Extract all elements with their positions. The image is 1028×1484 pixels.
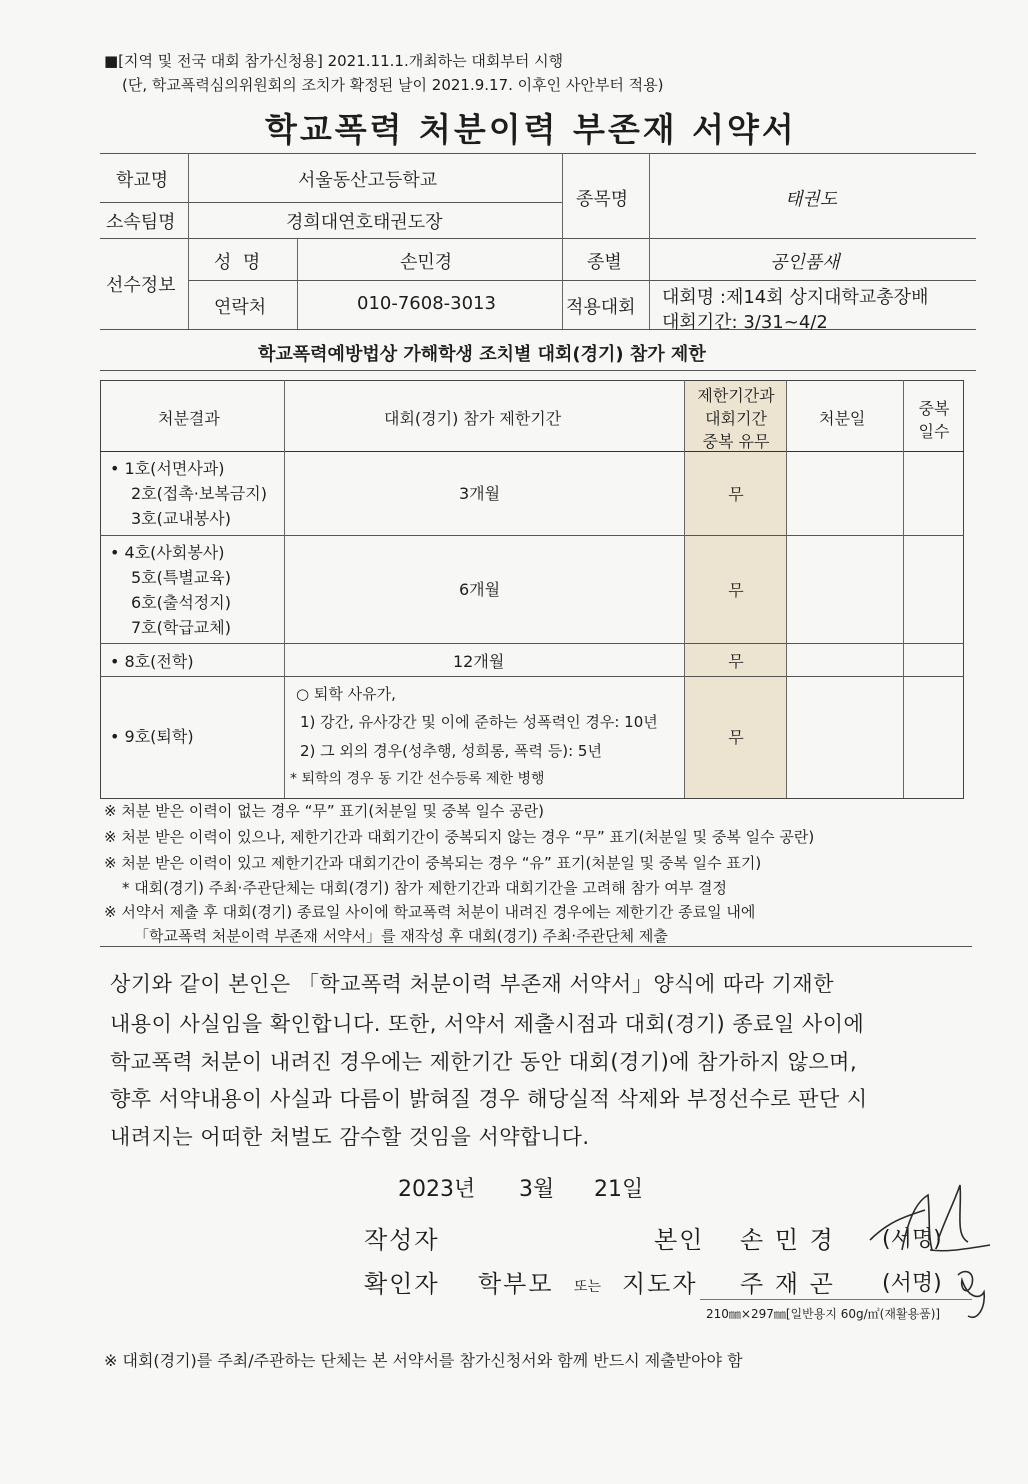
declaration-line-5: 내려지는 어떠한 처벌도 감수할 것임을 서약합니다.	[110, 1125, 590, 1149]
note-5: ※ 서약서 제출 후 대회(경기) 종료일 사이에 학교폭력 처분이 내려진 경우에는 제한기간 종료일 내에	[104, 903, 756, 921]
row2-result-4: 7호(학급교체)	[131, 618, 231, 637]
table-row-line-2	[100, 643, 964, 644]
row1-result-2: 2호(접촉·보복금지)	[131, 484, 267, 503]
team-value: 경희대연호태권도장	[286, 212, 443, 233]
competition-period: 대회기간: 3/31~4/2	[662, 312, 828, 333]
row4-result-1: • 9호(퇴학)	[110, 727, 194, 746]
row2-result-2: 5호(특별교육)	[131, 568, 231, 587]
date-year: 2023년	[398, 1177, 476, 1202]
type-label: 종별	[587, 252, 622, 273]
row3-period: 12개월	[453, 652, 505, 671]
writer-name: 손 민 경	[740, 1226, 835, 1254]
info-border-top	[100, 153, 976, 154]
name-value: 손민경	[400, 252, 453, 273]
table-row-line-1	[100, 535, 964, 536]
row4-period-line-1: ○ 퇴학 사유가,	[296, 685, 396, 703]
school-value: 서울동산고등학교	[298, 170, 438, 191]
team-label: 소속팀명	[106, 212, 176, 233]
info-vline-1	[188, 153, 189, 329]
confirmer-sign-label: (서명)	[882, 1271, 942, 1296]
event-label: 종목명	[576, 189, 629, 210]
signature-underline	[700, 1299, 972, 1300]
document-title: 학교폭력 처분이력 부존재 서약서	[265, 110, 797, 149]
header-overlap-2: 대회기간	[705, 409, 767, 428]
table-vline-1	[284, 380, 285, 798]
row2-period: 6개월	[459, 580, 501, 599]
header-result: 처분결과	[158, 409, 220, 428]
table-vline-4	[903, 380, 904, 798]
school-label: 학교명	[116, 170, 169, 191]
date-day: 21일	[594, 1177, 644, 1202]
writer-role: 본인	[654, 1226, 705, 1254]
footer-note: ※ 대회(경기)를 주최/주관하는 단체는 본 서약서를 참가신청서와 함께 반드시 제출받아야 함	[104, 1351, 743, 1370]
info-vline-2	[297, 238, 298, 329]
contact-label: 연락처	[214, 297, 267, 318]
subtitle-underline	[100, 370, 976, 371]
row1-period: 3개월	[459, 484, 501, 503]
row4-period-line-2: 1) 강간, 유사강간 및 이에 준하는 성폭력인 경우: 10년	[300, 713, 658, 731]
table-vline-2	[684, 380, 685, 798]
row1-overlap: 무	[728, 485, 744, 504]
header-overlap-1: 제한기간과	[697, 386, 775, 405]
contact-value: 010-7608-3013	[357, 293, 496, 314]
writer-sign-label: (서명)	[882, 1227, 942, 1252]
table-vline-3	[786, 380, 787, 798]
declaration-line-1: 상기와 같이 본인은 「학교폭력 처분이력 부존재 서약서」양식에 따라 기재한	[110, 972, 834, 996]
declaration-line-4: 향후 서약내용이 사실과 다름이 밝혀질 경우 해당실적 삭제와 부정선수로 판단 시	[110, 1087, 868, 1111]
info-line-2	[100, 238, 976, 239]
table-row-line-3	[100, 676, 964, 677]
confirmer-name: 주 재 곤	[740, 1270, 835, 1298]
declaration-line-3: 학교폭력 처분이 내려진 경우에는 제한기간 동안 대회(경기)에 참가하지 않으며,	[110, 1050, 858, 1074]
row2-result-3: 6호(출석정지)	[131, 593, 231, 612]
header-overlap-3: 중복 유무	[702, 432, 770, 451]
note-3: ※ 처분 받은 이력이 있고 제한기간과 대회기간이 중복되는 경우 “유” 표기(처분일 및 중복 일수 표기)	[104, 854, 762, 872]
confirmer-label: 확인자	[364, 1270, 440, 1298]
info-line-1	[100, 202, 562, 203]
name-label: 성 명	[214, 252, 261, 273]
row3-overlap: 무	[728, 652, 744, 671]
confirmer-or: 또는	[574, 1279, 602, 1295]
info-vline-4	[649, 153, 650, 329]
declaration-line-2: 내용이 사실임을 확인합니다. 또한, 서약서 제출시점과 대회(경기) 종료일 사이에	[110, 1012, 865, 1036]
top-notice-line2: (단, 학교폭력심의위원회의 조치가 확정된 날이 2021.9.17. 이후인 사안부터 적용)	[122, 76, 664, 94]
header-date: 처분일	[819, 409, 866, 428]
row2-overlap: 무	[728, 581, 744, 600]
row1-result-1: • 1호(서면사과)	[110, 459, 225, 478]
top-notice-line1: ■[지역 및 전국 대회 참가신청용] 2021.11.1.개최하는 대회부터 시행	[104, 52, 564, 70]
row4-overlap: 무	[728, 728, 744, 747]
row3-result-1: • 8호(전학)	[110, 652, 194, 671]
note-1: ※ 처분 받은 이력이 없는 경우 “무” 표기(처분일 및 중복 일수 공란)	[104, 802, 545, 820]
row1-result-3: 3호(교내봉사)	[131, 509, 231, 528]
confirmer-role-coach: 지도자	[622, 1270, 698, 1298]
writer-label: 작성자	[364, 1226, 440, 1254]
info-line-3	[188, 280, 976, 281]
note-6: 「학교폭력 처분이력 부존재 서약서」를 재작성 후 대회(경기) 주최·주관단체 제출	[134, 927, 668, 945]
note-4: * 대회(경기) 주최·주관단체는 대회(경기) 참가 제한기간과 대회기간을 고려해 참가 여부 결정	[122, 879, 728, 897]
header-period: 대회(경기) 참가 제한기간	[384, 409, 562, 428]
event-value: 태권도	[785, 189, 838, 210]
competition-name: 대회명 :제14회 상지대학교총장배	[662, 287, 929, 308]
player-info-label: 선수정보	[106, 275, 176, 296]
info-vline-3	[562, 153, 563, 329]
competition-label: 적용대회	[566, 297, 636, 318]
info-border-bottom	[100, 329, 976, 330]
header-days-2: 일수	[918, 422, 950, 441]
type-value: 공인품새	[770, 252, 840, 273]
table-header-line	[100, 451, 964, 452]
note-2: ※ 처분 받은 이력이 있으나, 제한기간과 대회기간이 중복되지 않는 경우 “무” 표기(처분일 및 중복 일수 공란)	[104, 828, 815, 846]
row4-period-line-3: 2) 그 외의 경우(성추행, 성희롱, 폭력 등): 5년	[300, 742, 602, 760]
header-days-1: 중복	[918, 399, 950, 418]
row2-result-1: • 4호(사회봉사)	[110, 543, 225, 562]
row4-period-line-4: * 퇴학의 경우 동 기간 선수등록 제한 병행	[290, 771, 545, 787]
paper-spec: 210㎜×297㎜[일반용지 60g/㎡(재활용품)]	[706, 1307, 941, 1321]
restriction-title: 학교폭력예방법상 가해학생 조치별 대회(경기) 참가 제한	[258, 344, 706, 365]
confirmer-role-parent: 학부모	[478, 1270, 554, 1298]
notes-divider	[100, 946, 972, 947]
date-month: 3월	[519, 1177, 555, 1202]
